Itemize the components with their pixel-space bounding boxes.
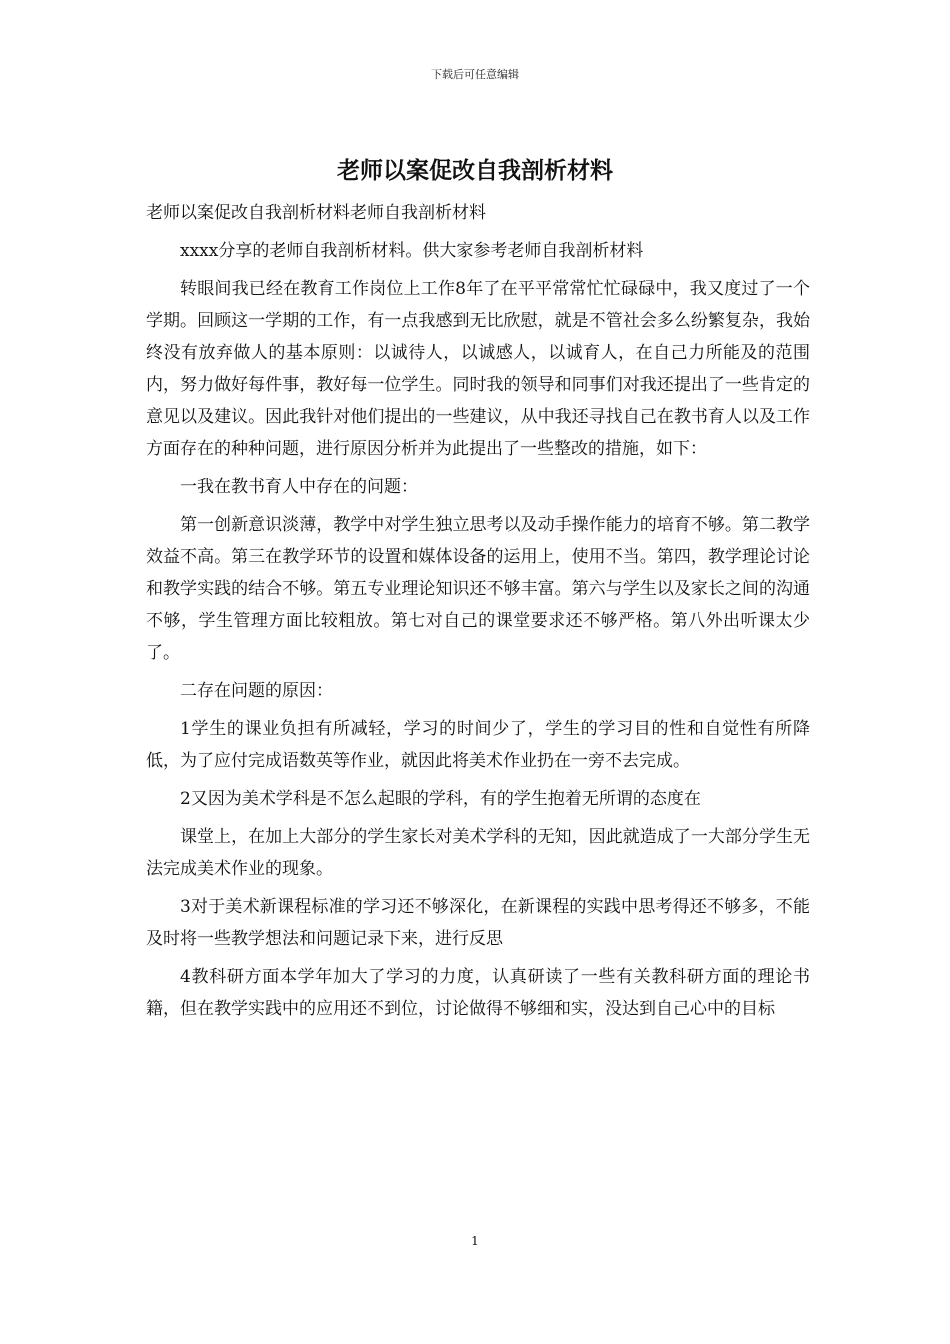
paragraph-cause-3: 3对于美术新课程标准的学习还不够深化，在新课程的实践中思考得还不够多，不能及时将一些教学想法和问题记录下来，进行反思 [146, 897, 810, 949]
paragraph-problems: 第一创新意识淡薄，教学中对学生独立思考以及动手操作能力的培育不够。第二教学效益不高。第三在教学环节的设置和媒体设备的运用上，使用不当。第四，教学理论讨论和教学实践的结合不够。第五专业理论知识还不够丰富。第六与学生以及家长之间的沟通不够，学生管理方面比较粗放。第七对自己的课堂要求还不够严格。第八外出听课太少了。 [146, 515, 810, 663]
paragraph-overview: 转眼间我已经在教育工作岗位上工作8年了在平平常常忙忙碌碌中，我又度过了一个学期。回顾这一学期的工作，有一点我感到无比欣慰，就是不管社会多么纷繁复杂，我始终没有放弃做人的基本原则：以诚待人，以诚感人，以诚育人，在自己力所能及的范围内，努力做好每件事，教好每一位学生。同时我的领导和同事们对我还提出了一些肯定的意见以及建议。因此我针对他们提出的一些建议，从中我还寻找自己在教书育人以及工作方面存在的种种问题，进行原因分析并为此提出了一些整改的措施，如下： [146, 279, 810, 459]
document-body [146, 197, 810, 1031]
paragraph-cause-2-continued: 课堂上，在加上大部分的学生家长对美术学科的无知，因此就造成了一大部分学生无法完成美术作业的现象。 [146, 827, 810, 879]
document-title: 老师以案促改自我剖析材料 [337, 158, 613, 184]
paragraph-cause-2: 2又因为美术学科是不怎么起眼的学科，有的学生抱着无所谓的态度在 [180, 789, 701, 809]
page-header-note: 下载后可任意编辑 [431, 68, 519, 81]
paragraph-subtitle: 老师以案促改自我剖析材料老师自我剖析材料 [146, 203, 486, 223]
paragraph-intro: xxxx分享的老师自我剖析材料。供大家参考老师自我剖析材料 [180, 241, 644, 261]
paragraph-cause-4: 4教科研方面本学年加大了学习的力度，认真研读了一些有关教科研方面的理论书籍，但在教学实践中的应用还不到位，讨论做得不够细和实，没达到自己心中的目标 [146, 967, 810, 1019]
paragraph-cause-1: 1学生的课业负担有所减轻，学习的时间少了，学生的学习目的性和自觉性有所降低，为了应付完成语数英等作业，就因此将美术作业扔在一旁不去完成。 [146, 719, 810, 771]
section-heading-causes: 二存在问题的原因： [180, 681, 333, 701]
page-number: 1 [471, 1234, 479, 1248]
section-heading-problems: 一我在教书育人中存在的问题： [180, 477, 418, 497]
